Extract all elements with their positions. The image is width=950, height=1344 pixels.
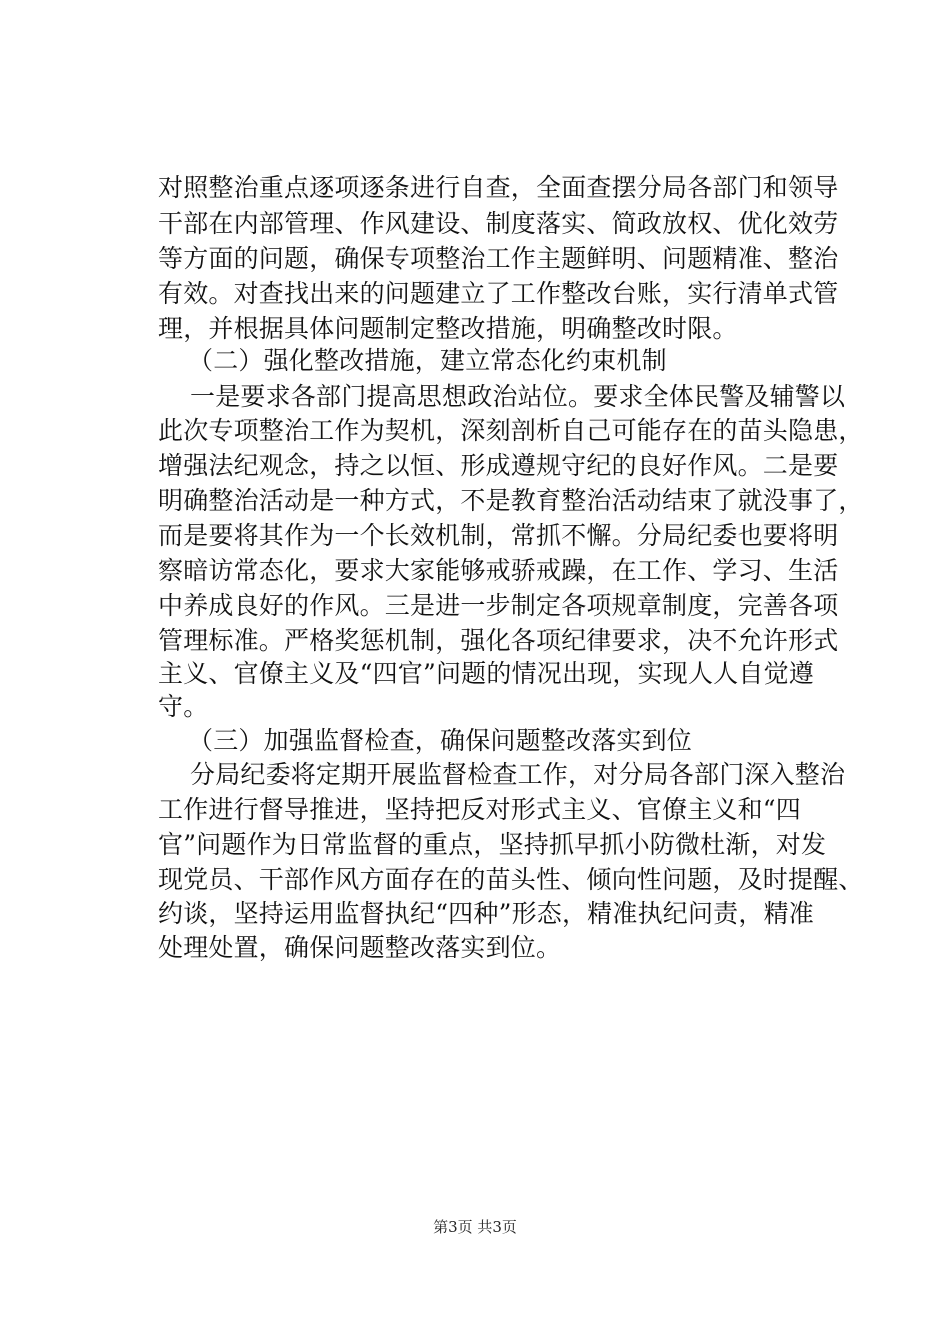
body-text-line: 守。 [158,692,209,721]
body-text-line: 分局纪委将定期开展监督检查工作，对分局各部门深入整治 [190,760,846,789]
body-text-line: 此次专项整治工作为契机，深刻剖析自己可能存在的苗头隐患， [158,416,864,445]
body-text-line: 对照整治重点逐项逐条进行自查，全面查摆分局各部门和领导 [158,173,839,202]
body-text-line: 理，并根据具体问题制定整改措施，明确整改时限。 [158,314,738,343]
body-text-line: 明确整治活动是一种方式，不是教育整治活动结束了就没事了， [158,486,864,515]
body-text-line: 约谈，坚持运用监督执纪“四种”形态，精准执纪问责，精准 [158,899,814,928]
body-text-line: 主义、官僚主义及“四官”问题的情况出现，实现人人自觉遵 [158,659,814,688]
body-text-line: 一是要求各部门提高思想政治站位。要求全体民警及辅警以 [190,382,846,411]
section-heading-2: （二）强化整改措施，建立常态化约束机制 [188,346,667,375]
body-text-line: 察暗访常态化，要求大家能够戒骄戒躁，在工作、学习、生活 [158,556,839,585]
body-text-line: 中养成良好的作风。三是进一步制定各项规章制度，完善各项 [158,591,839,620]
body-text-line: 处理处置，确保问题整改落实到位。 [158,933,562,962]
body-text-line: 官”问题作为日常监督的重点，坚持抓早抓小防微杜渐，对发 [158,830,827,859]
body-text-line: 现党员、干部作风方面存在的苗头性、倾向性问题，及时提醒、 [158,865,864,894]
body-text-line: 管理标准。严格奖惩机制，强化各项纪律要求，决不允许形式 [158,626,839,655]
section-heading-3: （三）加强监督检查，确保问题整改落实到位 [188,726,693,755]
body-text-line: 干部在内部管理、作风建设、制度落实、简政放权、优化效劳 [158,209,839,238]
page-number-footer: 第3页 共3页 [433,1218,517,1236]
body-text-line: 而是要将其作为一个长效机制，常抓不懈。分局纪委也要将明 [158,521,839,550]
body-text-line: 增强法纪观念，持之以恒、形成遵规守纪的良好作风。二是要 [158,451,839,480]
body-text-line: 工作进行督导推进，坚持把反对形式主义、官僚主义和“四 [158,795,801,824]
body-text-line: 有效。对查找出来的问题建立了工作整改台账，实行清单式管 [158,279,839,308]
body-text-line: 等方面的问题，确保专项整治工作主题鲜明、问题精准、整治 [158,244,839,273]
